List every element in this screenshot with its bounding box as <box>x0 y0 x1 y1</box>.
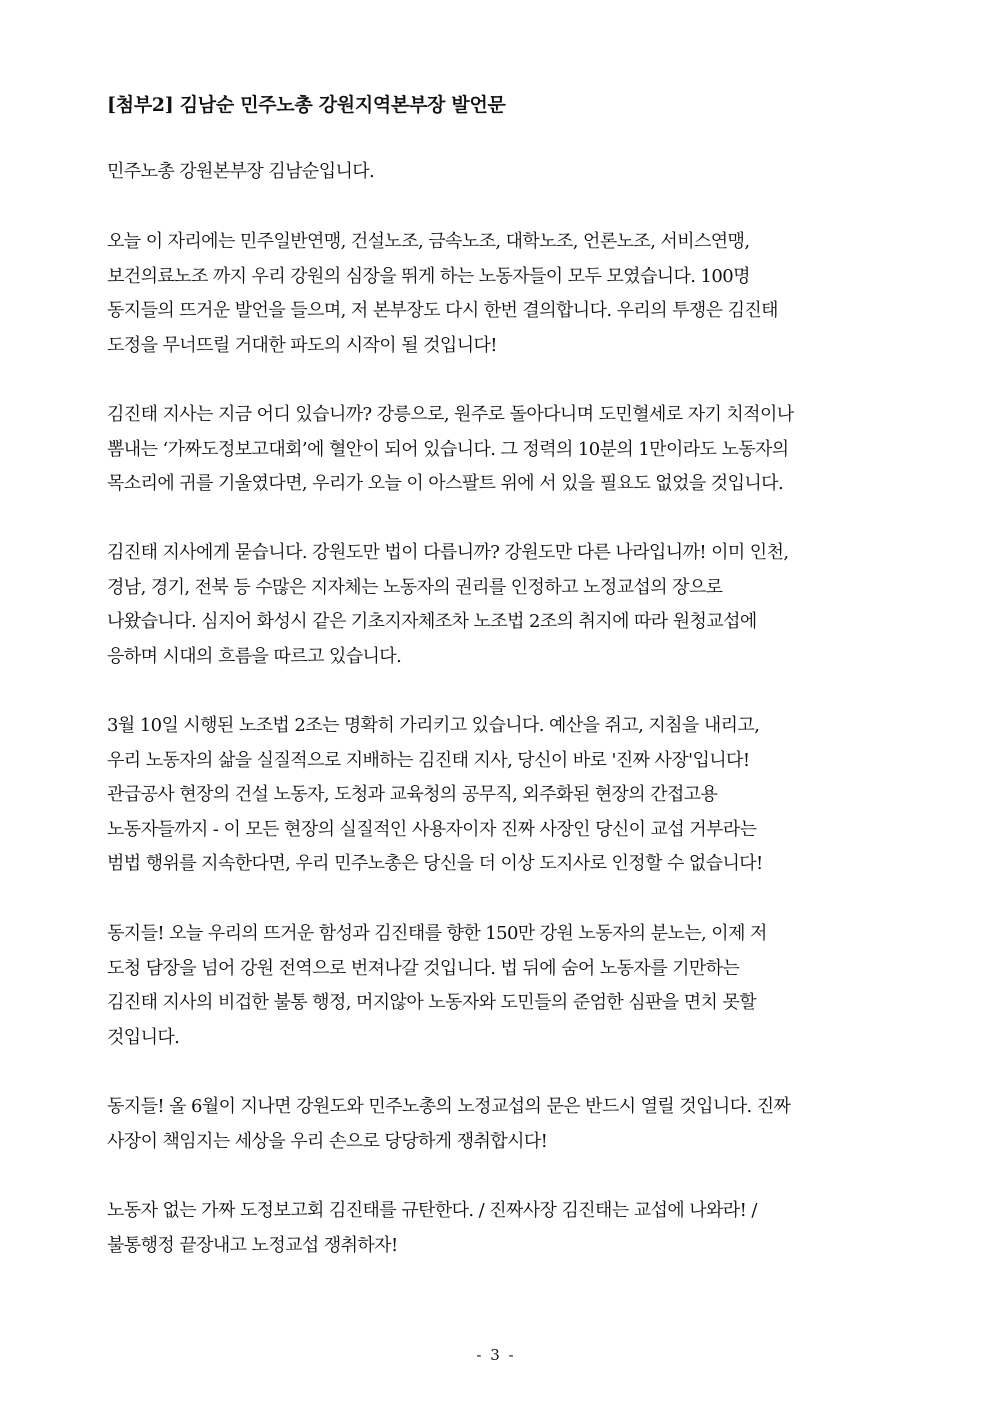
paragraph-line: 3월 10일 시행된 노조법 2조는 명확히 가리키고 있습니다. 예산을 쥐고, 지침을 내리고, <box>107 715 760 736</box>
paragraph-line: 사장이 책임지는 세상을 우리 손으로 당당하게 쟁취합시다! <box>107 1130 548 1152</box>
paragraph-other-regions <box>107 536 907 674</box>
paragraph-line: 노동자 없는 가짜 도정보고회 김진태를 규탄한다. / 진짜사장 김진태는 교섭에 나와라! / <box>107 1200 757 1221</box>
paragraph-line: 응하며 시대의 흐름을 따르고 있습니다. <box>107 645 402 667</box>
paragraph-line: 김진태 지사의 비겁한 불통 행정, 머지않아 노동자와 도민들의 준엄한 심판을 면치 못할 <box>107 992 757 1013</box>
paragraph-line: 동지들! 올 6월이 지나면 강원도와 민주노총의 노정교섭의 문은 반드시 열릴 것입니다. 진짜 <box>107 1096 791 1117</box>
paragraph-line: 김진태 지사는 지금 어디 있습니까? 강릉으로, 원주로 돌아다니며 도민혈세로 자기 치적이나 <box>107 404 794 425</box>
paragraph-greeting <box>107 155 907 190</box>
paragraph-line: 보건의료노조 까지 우리 강원의 심장을 뛰게 하는 노동자들이 모두 모였습니다. 100명 <box>107 265 750 287</box>
paragraph-line: 도청 담장을 넘어 강원 전역으로 번져나갈 것입니다. 법 뒤에 숨어 노동자를 기만하는 <box>107 957 740 979</box>
paragraph-line: 나왔습니다. 심지어 화성시 같은 기초지자체조차 노조법 2조의 취지에 따라 원청교섭에 <box>107 611 757 632</box>
paragraph-line: 관급공사 현장의 건설 노동자, 도청과 교육청의 공무직, 외주화된 현장의 간접고용 <box>107 784 718 805</box>
paragraph-line: 것입니다. <box>107 1026 180 1048</box>
paragraph-line: 오늘 이 자리에는 민주일반연맹, 건설노조, 금속노조, 대학노조, 언론노조, 서비스연맹, <box>107 231 750 252</box>
paragraph-line: 목소리에 귀를 기울였다면, 우리가 오늘 이 아스팔트 위에 서 있을 필요도 없었을 것입니다. <box>107 473 784 494</box>
paragraph-line: 동지들! 오늘 우리의 뜨거운 함성과 김진태를 향한 150만 강원 노동자의 분노는, 이제 저 <box>107 923 767 944</box>
paragraph-line: 뽐내는 ‘가짜도정보고대회’에 혈안이 되어 있습니다. 그 정력의 10분의 1만이라도 노동자의 <box>107 438 789 460</box>
paragraph-line: 경남, 경기, 전북 등 수많은 지자체는 노동자의 권리를 인정하고 노정교섭의 장으로 <box>107 576 723 598</box>
paragraph-line: 김진태 지사에게 묻습니다. 강원도만 법이 다릅니까? 강원도만 다른 나라입니까! 이미 인천, <box>107 542 789 563</box>
page-number: - 3 - <box>476 1346 516 1364</box>
document-title: [첨부2] 김남순 민주노총 강원지역본부장 발언문 <box>107 94 506 116</box>
paragraph-june-negotiation <box>107 1090 907 1159</box>
paragraph-line: 동지들의 뜨거운 발언을 들으며, 저 본부장도 다시 한번 결의합니다. 우리의 투쟁은 김진태 <box>107 300 778 321</box>
paragraph-line: 민주노총 강원본부장 김남순입니다. <box>107 161 375 182</box>
paragraph-line: 우리 노동자의 삶을 실질적으로 지배하는 김진태 지사, 당신이 바로 '진짜 사장'입니다! <box>107 749 750 771</box>
paragraph-slogans <box>107 1194 907 1263</box>
paragraph-gathering <box>107 225 907 363</box>
paragraph-labor-law <box>107 709 907 882</box>
paragraph-line: 도정을 무너뜨릴 거대한 파도의 시작이 될 것입니다! <box>107 334 497 356</box>
paragraph-line: 노동자들까지 - 이 모든 현장의 실질적인 사용자이자 진짜 사장인 당신이 교섭 거부라는 <box>107 818 757 840</box>
paragraph-comrades-anger <box>107 917 907 1055</box>
paragraph-governor-whereabouts <box>107 398 907 502</box>
paragraph-line: 불통행정 끝장내고 노정교섭 쟁취하자! <box>107 1234 398 1256</box>
paragraph-line: 범법 행위를 지속한다면, 우리 민주노총은 당신을 더 이상 도지사로 인정할 수 없습니다! <box>107 853 763 874</box>
